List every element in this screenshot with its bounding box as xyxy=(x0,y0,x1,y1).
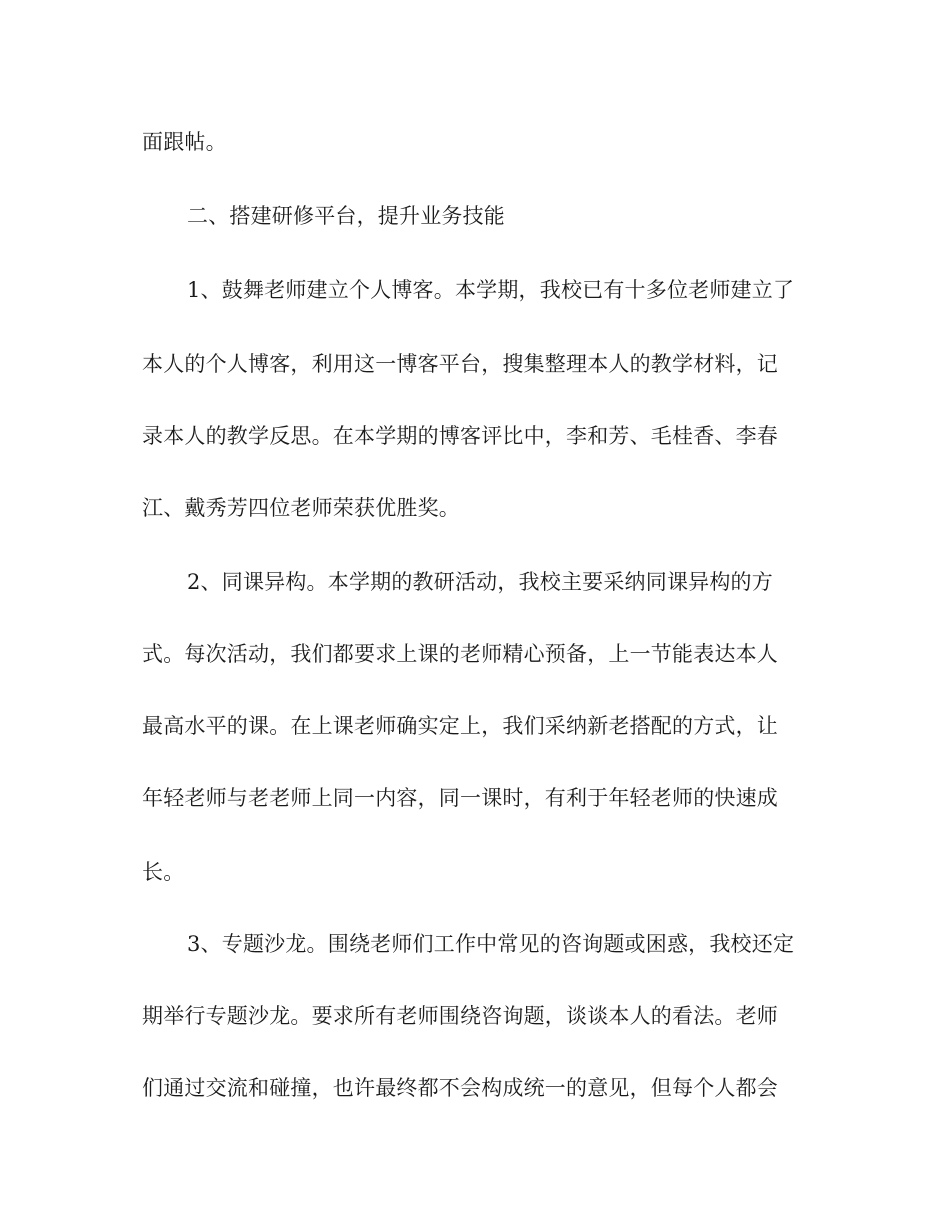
text-line: 们通过交流和碰撞，也许最终都不会构成统一的意见，但每个人都会 xyxy=(142,1076,778,1100)
section-heading: 二、搭建研修平台，提升业务技能 xyxy=(187,204,505,228)
text-line: 最高水平的课。在上课老师确实定上，我们采纳新老搭配的方式，让 xyxy=(142,714,778,738)
text-line: 3、专题沙龙。围绕老师们工作中常见的咨询题或困惑，我校还定 xyxy=(187,932,795,956)
text-line: 1、鼓舞老师建立个人博客。本学期，我校已有十多位老师建立了 xyxy=(187,278,795,302)
text-line: 录本人的教学反思。在本学期的博客评比中，李和芳、毛桂香、李春 xyxy=(142,424,778,448)
text-line: 长。 xyxy=(142,860,185,884)
text-line: 面跟帖。 xyxy=(142,130,227,154)
text-line: 2、同课异构。本学期的教研活动，我校主要采纳同课异构的方 xyxy=(187,570,773,594)
text-line: 本人的个人博客，利用这一博客平台，搜集整理本人的教学材料，记 xyxy=(142,352,778,376)
text-line: 江、戴秀芳四位老师荣获优胜奖。 xyxy=(142,496,460,520)
text-line: 式。每次活动，我们都要求上课的老师精心预备，上一节能表达本人 xyxy=(142,642,778,666)
text-line: 期举行专题沙龙。要求所有老师围绕咨询题，谈谈本人的看法。老师 xyxy=(142,1004,778,1028)
text-line: 年轻老师与老老师上同一内容，同一课时，有利于年轻老师的快速成 xyxy=(142,786,778,810)
